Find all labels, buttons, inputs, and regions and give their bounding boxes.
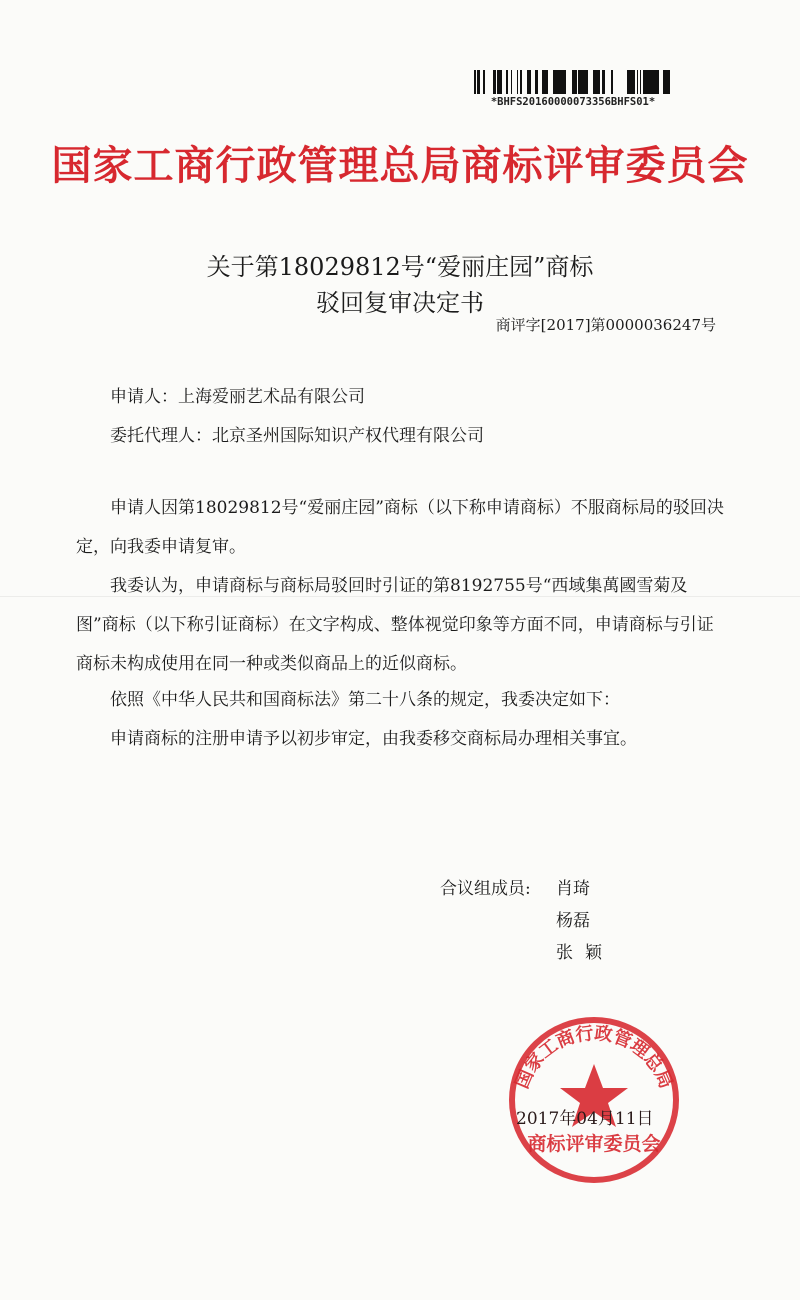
panel-member: 张颖 <box>556 943 614 963</box>
agent-line: 委托代理人：北京圣州国际知识产权代理有限公司 <box>110 426 484 446</box>
barcode-text: *BHFS20160000073356BHFS01* <box>490 96 656 108</box>
paragraph-legal-basis: 依照《中华人民共和国商标法》第二十八条的规定，我委决定如下： <box>110 690 620 710</box>
organization-header: 国家工商行政管理总局商标评审委员会 <box>51 143 749 189</box>
barcode <box>474 70 670 94</box>
panel-member: 杨磊 <box>556 911 590 931</box>
official-seal <box>494 1008 694 1188</box>
decision-date: 2017年04月11日 <box>516 1109 654 1129</box>
seal-top-text: 国家工商行政管理总局 <box>511 1022 677 1092</box>
panel-label: 合议组成员: <box>440 879 531 899</box>
document-title-line2: 驳回复审决定书 <box>316 289 484 317</box>
paragraph-reasoning: 我委认为，申请商标与商标局驳回时引证的第8192755号“西域集萬國雪菊及图”商标（以下称引证商标）在文字构成、整体视觉印象等方面不同，申请商标与引证商标未构成使用在同一种或类似商品上的近似商标。 <box>76 576 714 674</box>
seal-bottom-text: 商标评审委员会 <box>527 1133 661 1155</box>
paragraph-appeal: 申请人因第18029812号“爱丽庄园”商标（以下称申请商标）不服商标局的驳回决定，向我委申请复审。 <box>76 498 724 557</box>
applicant-line: 申请人：上海爱丽艺术品有限公司 <box>110 387 365 407</box>
document-number: 商评字[2017]第0000036247号 <box>495 316 716 334</box>
paragraph-decision: 申请商标的注册申请予以初步审定，由我委移交商标局办理相关事宜。 <box>110 729 637 749</box>
panel-member: 肖琦 <box>556 879 590 899</box>
document-title-line1: 关于第18029812号“爱丽庄园”商标 <box>206 253 594 281</box>
